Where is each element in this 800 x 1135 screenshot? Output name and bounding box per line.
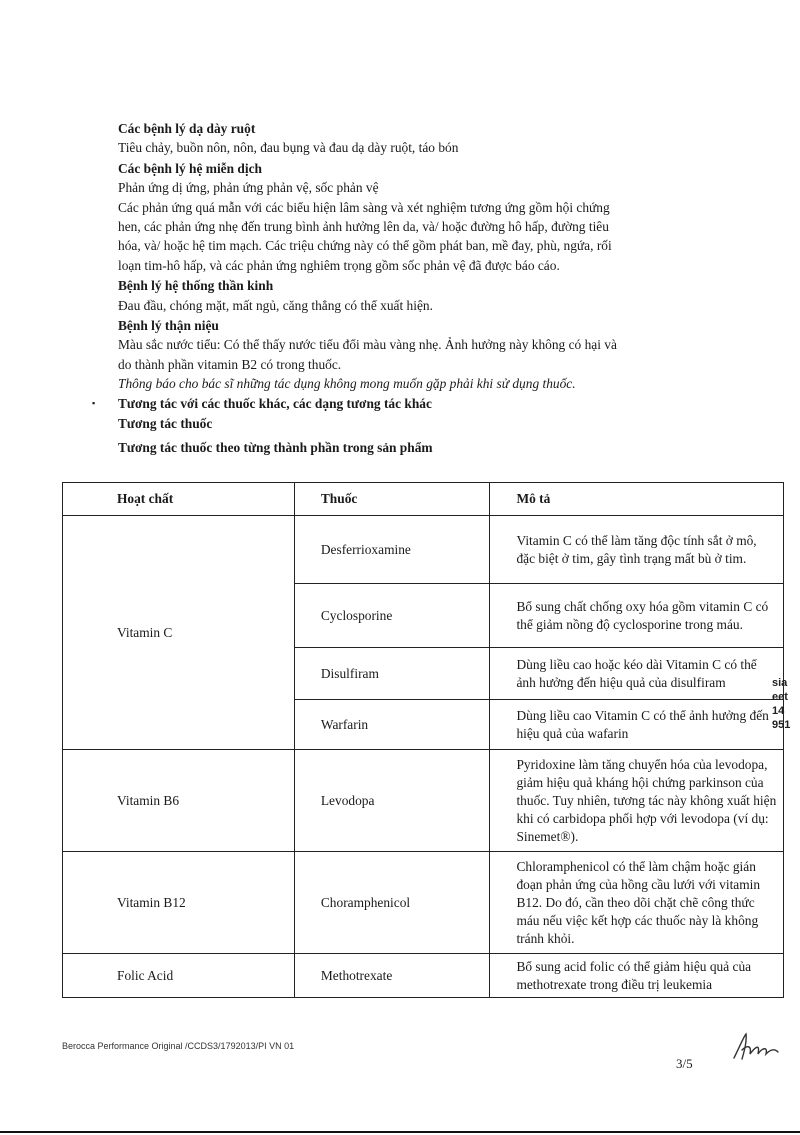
drug-cell: Methotrexate [294,954,490,998]
description-cell: Bổ sung acid folic có thể giảm hiệu quả của methotrexate trong điều trị leukemia [490,954,784,998]
immune-text-2-line-1: Các phản ứng quá mẫn với các biểu hiện lâm sàng và xét nghiệm tương ứng gồm hội chứng [118,199,610,215]
stamp-line: 951 [772,719,791,731]
header-drug: Thuốc [294,483,490,516]
stamp-line: eet [772,691,788,703]
drug-cell: Levodopa [294,750,490,852]
table-row [63,516,784,584]
ingredient-folic-acid: Folic Acid [63,954,295,998]
table-header-row [63,483,784,516]
interaction-table [62,482,784,998]
renal-text-line-2: do thành phần vitamin B2 có trong thuốc. [118,356,342,372]
immune-text-2-line-2: hen, các phản ứng nhẹ đến trung bình ảnh hưởng lên da, và/ hoặc đường hô hấp, đường tiêu [118,219,609,235]
table-caption: Tương tác thuốc theo từng thành phần trong sản phẩm [118,439,433,455]
drug-cell: Desferrioxamine [294,516,490,584]
immune-text-1: Phản ứng dị ứng, phản ứng phản vệ, sốc phản vệ [118,180,379,196]
immune-text-2-line-3: hóa, và/ hoặc hệ tim mạch. Các triệu chứng này có thể gồm phát ban, mề đay, phù, ngứa, rối [118,238,612,254]
ingredient-vitamin-b12: Vitamin B12 [63,852,295,954]
footer-document-code: Berocca Performance Original /CCDS3/1792013/PI VN 01 [62,1041,295,1051]
bullet-icon: ▪ [92,397,96,408]
renal-heading: Bệnh lý thận niệu [118,318,219,334]
drug-interactions-heading: Tương tác thuốc [118,416,213,432]
stamp-line: sia [772,677,788,689]
drug-cell: Warfarin [294,700,490,750]
drug-cell: Cyclosporine [294,584,490,648]
description-cell: Bổ sung chất chống oxy hóa gồm vitamin C có thể giảm nồng độ cyclosporine trong máu. [490,584,784,648]
table-row [63,852,784,954]
description-cell: Vitamin C có thể làm tăng độc tính sắt ở mô, đặc biệt ở tim, gây tình trạng mất bù ở tim. [490,516,784,584]
table-row [63,954,784,998]
stamp-fragment [772,676,800,732]
header-description: Mô tả [490,483,784,516]
description-cell: Dùng liều cao hoặc kéo dài Vitamin C có thể ảnh hưởng đến hiệu quả của disulfiram [490,648,784,700]
description-cell: Dùng liều cao Vitamin C có thể ảnh hưởng đến hiệu quả của wafarin [490,700,784,750]
ingredient-vitamin-b6: Vitamin B6 [63,750,295,852]
table-row [63,750,784,852]
page-content [92,118,678,457]
bottom-rule [0,1131,800,1133]
advice-text: Thông báo cho bác sĩ những tác dụng không mong muốn gặp phải khi sử dụng thuốc. [118,376,576,392]
stamp-line: 14 [772,705,785,717]
drug-cell: Disulfiram [294,648,490,700]
gi-text: Tiêu chảy, buồn nôn, nôn, đau bụng và đau dạ dày ruột, táo bón [118,140,459,156]
header-active-ingredient: Hoạt chất [63,483,295,516]
immune-text-2-line-4: loạn tim-hô hấp, và các phản ứng nghiêm trọng gồm sốc phản vệ đã được báo cáo. [118,257,560,273]
neuro-heading: Bệnh lý hệ thống thần kinh [118,278,274,294]
gi-heading: Các bệnh lý dạ dày ruột [118,121,256,136]
ingredient-vitamin-c: Vitamin C [63,516,295,750]
interactions-heading: Tương tác với các thuốc khác, các dạng tương tác khác [118,395,432,411]
description-cell: Pyridoxine làm tăng chuyển hóa của levodopa, giảm hiệu quả kháng hội chứng parkinson của thuốc. Tuy nhiên, tương tác này không xuất hiện khi có carbidopa phối hợp với levodopa (ví dụ: Sinemet®). [490,750,784,852]
signature-icon [732,1032,780,1067]
interactions-heading-line [92,394,678,413]
immune-heading: Các bệnh lý hệ miễn dịch [118,160,262,176]
page-number: 3/5 [676,1056,693,1071]
description-cell: Chloramphenicol có thể làm chậm hoặc gián đoạn phản ứng của hồng cầu lưới với vitamin B12. Do đó, cần theo dõi chặt chẽ công thức máu nếu việc kết hợp các thuốc này là không tránh khỏi. [490,852,784,954]
drug-cell: Choramphenicol [294,852,490,954]
neuro-text: Đau đầu, chóng mặt, mất ngủ, căng thẳng có thể xuất hiện. [118,297,433,313]
renal-text-line-1: Màu sắc nước tiểu: Có thể thấy nước tiểu đổi màu vàng nhẹ. Ảnh hưởng này không có hại và [118,337,617,353]
